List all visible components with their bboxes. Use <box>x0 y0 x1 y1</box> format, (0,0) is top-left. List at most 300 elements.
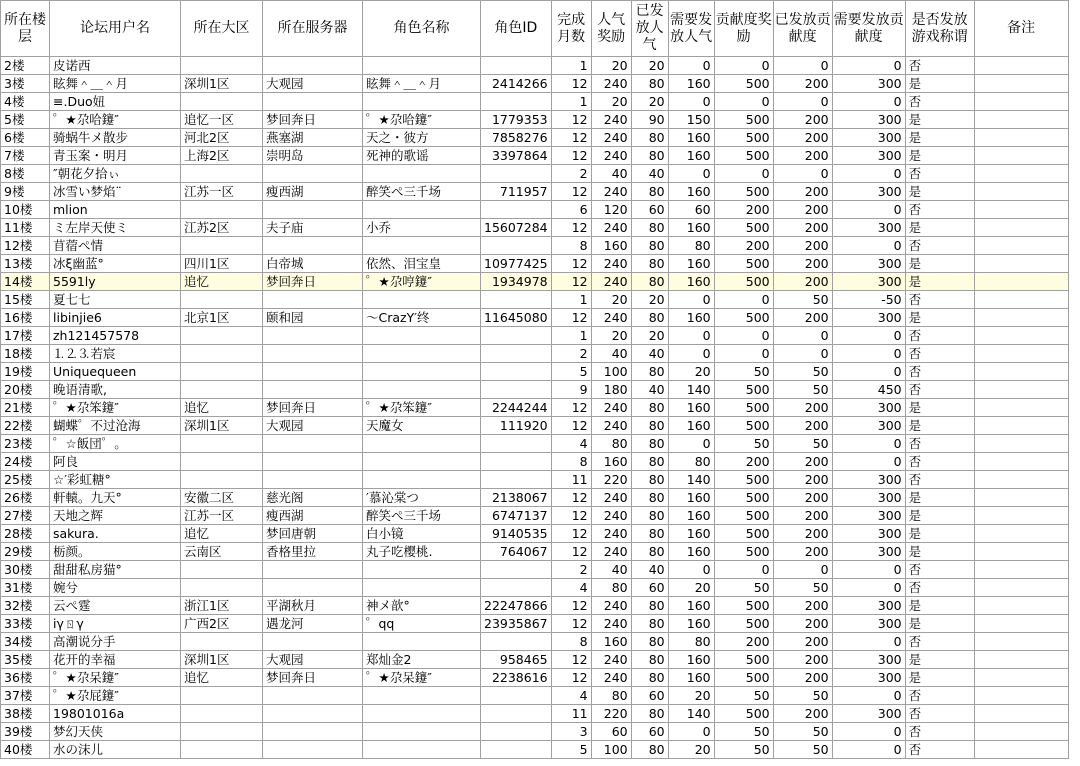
table-cell[interactable]: 39楼 <box>1 723 50 741</box>
table-cell[interactable] <box>974 741 1068 759</box>
table-cell[interactable]: 300 <box>832 651 905 669</box>
table-cell[interactable]: 苜蓿ぺ情 <box>50 237 181 255</box>
table-cell[interactable]: 婉兮 <box>50 579 181 597</box>
table-cell[interactable]: 80 <box>668 237 714 255</box>
table-cell[interactable]: 0 <box>668 723 714 741</box>
table-cell[interactable]: 眩舞＾＿＾月 <box>363 75 481 93</box>
table-cell[interactable]: 200 <box>773 597 832 615</box>
table-cell[interactable]: 240 <box>591 669 631 687</box>
table-cell[interactable]: 11楼 <box>1 219 50 237</box>
table-cell[interactable]: 37楼 <box>1 687 50 705</box>
table-cell[interactable]: 50 <box>773 687 832 705</box>
table-cell[interactable]: 22247866 <box>481 597 552 615</box>
table-cell[interactable]: 追忆 <box>181 669 263 687</box>
table-cell[interactable]: 天之・彼方 <box>363 129 481 147</box>
table-cell[interactable]: 50 <box>773 381 832 399</box>
table-cell[interactable] <box>263 93 363 111</box>
table-cell[interactable]: 12 <box>551 597 591 615</box>
table-cell[interactable]: 颐和园 <box>263 309 363 327</box>
table-cell[interactable]: 40 <box>631 345 668 363</box>
table-cell[interactable]: 200 <box>773 543 832 561</box>
table-cell[interactable]: 1 <box>551 327 591 345</box>
table-cell[interactable] <box>974 705 1068 723</box>
table-cell[interactable]: 1 <box>551 93 591 111</box>
table-cell[interactable]: 3楼 <box>1 75 50 93</box>
table-cell[interactable]: 5591ly <box>50 273 181 291</box>
table-cell[interactable]: 2414266 <box>481 75 552 93</box>
table-cell[interactable]: 40 <box>591 165 631 183</box>
table-cell[interactable]: 否 <box>905 687 974 705</box>
table-cell[interactable]: 12楼 <box>1 237 50 255</box>
table-cell[interactable]: 200 <box>773 417 832 435</box>
table-cell[interactable]: 20 <box>668 741 714 759</box>
table-cell[interactable]: 300 <box>832 543 905 561</box>
table-cell[interactable]: 80 <box>631 471 668 489</box>
table-cell[interactable]: 240 <box>591 417 631 435</box>
table-cell[interactable]: 神メ歆° <box>363 597 481 615</box>
table-cell[interactable] <box>481 435 552 453</box>
table-cell[interactable]: 300 <box>832 471 905 489</box>
table-cell[interactable] <box>974 183 1068 201</box>
table-cell[interactable]: 冰雪い梦焰¨ <box>50 183 181 201</box>
table-cell[interactable]: ゜★尕哈鑳″ <box>363 111 481 129</box>
table-cell[interactable]: 死神的歌谣 <box>363 147 481 165</box>
table-cell[interactable]: 0 <box>714 93 773 111</box>
table-cell[interactable]: 香格里拉 <box>263 543 363 561</box>
table-cell[interactable]: 50 <box>714 435 773 453</box>
table-cell[interactable] <box>363 93 481 111</box>
table-cell[interactable]: 眩舞＾＿＾月 <box>50 75 181 93</box>
column-header[interactable]: 需要发放人气 <box>668 1 714 57</box>
table-cell[interactable]: 1934978 <box>481 273 552 291</box>
table-cell[interactable]: 2138067 <box>481 489 552 507</box>
table-cell[interactable]: 梦回唐朝 <box>263 525 363 543</box>
table-cell[interactable]: 是 <box>905 489 974 507</box>
table-cell[interactable]: 80 <box>631 453 668 471</box>
table-cell[interactable]: 12 <box>551 255 591 273</box>
table-cell[interactable]: 北京1区 <box>181 309 263 327</box>
table-cell[interactable]: 450 <box>832 381 905 399</box>
table-cell[interactable]: 4 <box>551 435 591 453</box>
table-cell[interactable]: 160 <box>668 147 714 165</box>
table-cell[interactable]: 4 <box>551 579 591 597</box>
table-cell[interactable]: 300 <box>832 615 905 633</box>
table-cell[interactable]: 5楼 <box>1 111 50 129</box>
table-cell[interactable]: ミ左岸天使ミ <box>50 219 181 237</box>
table-cell[interactable]: 梦回奔日 <box>263 399 363 417</box>
table-cell[interactable]: 29楼 <box>1 543 50 561</box>
table-cell[interactable]: 平湖秋月 <box>263 597 363 615</box>
table-cell[interactable]: 遇龙河 <box>263 615 363 633</box>
table-cell[interactable] <box>481 237 552 255</box>
table-cell[interactable]: 500 <box>714 489 773 507</box>
table-cell[interactable] <box>481 327 552 345</box>
table-cell[interactable]: 500 <box>714 615 773 633</box>
table-cell[interactable]: 160 <box>668 669 714 687</box>
table-cell[interactable] <box>181 723 263 741</box>
table-cell[interactable]: 33楼 <box>1 615 50 633</box>
table-cell[interactable]: 追忆一区 <box>181 111 263 129</box>
table-cell[interactable]: 12 <box>551 111 591 129</box>
table-cell[interactable]: 12 <box>551 399 591 417</box>
column-header[interactable]: 论坛用户名 <box>50 1 181 57</box>
table-cell[interactable]: 8 <box>551 453 591 471</box>
table-cell[interactable]: 11645080 <box>481 309 552 327</box>
table-cell[interactable]: 160 <box>668 651 714 669</box>
table-cell[interactable]: 0 <box>832 723 905 741</box>
table-cell[interactable] <box>974 201 1068 219</box>
table-cell[interactable]: 0 <box>714 561 773 579</box>
table-cell[interactable] <box>363 363 481 381</box>
table-cell[interactable]: 200 <box>773 75 832 93</box>
table-cell[interactable]: 20 <box>668 687 714 705</box>
table-cell[interactable]: 瘦西湖 <box>263 183 363 201</box>
table-cell[interactable]: 27楼 <box>1 507 50 525</box>
table-cell[interactable]: 12 <box>551 129 591 147</box>
table-cell[interactable]: 80 <box>591 435 631 453</box>
table-cell[interactable]: 80 <box>631 525 668 543</box>
table-cell[interactable] <box>181 435 263 453</box>
table-cell[interactable]: 500 <box>714 129 773 147</box>
table-cell[interactable] <box>974 651 1068 669</box>
table-cell[interactable]: 12 <box>551 525 591 543</box>
table-cell[interactable]: 34楼 <box>1 633 50 651</box>
table-cell[interactable]: 40楼 <box>1 741 50 759</box>
table-cell[interactable]: 2 <box>551 345 591 363</box>
table-cell[interactable]: 是 <box>905 183 974 201</box>
column-header[interactable]: 所在大区 <box>181 1 263 57</box>
table-cell[interactable]: 0 <box>773 327 832 345</box>
table-cell[interactable]: 200 <box>773 273 832 291</box>
table-cell[interactable]: 否 <box>905 741 974 759</box>
table-cell[interactable]: 20 <box>631 291 668 309</box>
table-cell[interactable]: 240 <box>591 615 631 633</box>
table-cell[interactable]: ゜★尕呆鑳″ <box>363 669 481 687</box>
table-cell[interactable]: 否 <box>905 57 974 75</box>
column-header[interactable]: 已发放贡献度 <box>773 1 832 57</box>
table-cell[interactable]: ′慕沁棠つ <box>363 489 481 507</box>
table-cell[interactable]: 240 <box>591 525 631 543</box>
table-cell[interactable]: 300 <box>832 219 905 237</box>
table-cell[interactable] <box>181 327 263 345</box>
table-cell[interactable]: 200 <box>773 525 832 543</box>
table-cell[interactable]: 160 <box>591 633 631 651</box>
table-cell[interactable] <box>363 705 481 723</box>
table-cell[interactable] <box>363 579 481 597</box>
table-cell[interactable] <box>481 345 552 363</box>
table-cell[interactable]: 80 <box>591 687 631 705</box>
table-cell[interactable]: 200 <box>773 309 832 327</box>
table-cell[interactable] <box>263 471 363 489</box>
table-cell[interactable]: ゜qq <box>363 615 481 633</box>
table-cell[interactable]: 2244244 <box>481 399 552 417</box>
table-cell[interactable]: 240 <box>591 147 631 165</box>
table-cell[interactable]: 80 <box>631 705 668 723</box>
table-cell[interactable]: 深圳1区 <box>181 417 263 435</box>
table-cell[interactable] <box>181 561 263 579</box>
table-cell[interactable] <box>974 129 1068 147</box>
table-cell[interactable]: 80 <box>631 741 668 759</box>
table-cell[interactable]: 300 <box>832 273 905 291</box>
table-cell[interactable]: 11 <box>551 471 591 489</box>
table-cell[interactable]: 否 <box>905 579 974 597</box>
table-cell[interactable]: 50 <box>773 579 832 597</box>
table-cell[interactable]: 0 <box>832 435 905 453</box>
table-cell[interactable] <box>181 363 263 381</box>
table-cell[interactable]: 12 <box>551 669 591 687</box>
table-cell[interactable] <box>181 381 263 399</box>
table-cell[interactable]: 燕塞湖 <box>263 129 363 147</box>
table-cell[interactable]: 20 <box>591 327 631 345</box>
table-cell[interactable]: 追忆 <box>181 273 263 291</box>
table-cell[interactable]: 500 <box>714 309 773 327</box>
table-cell[interactable] <box>263 453 363 471</box>
table-cell[interactable]: 500 <box>714 255 773 273</box>
table-cell[interactable]: 140 <box>668 381 714 399</box>
table-cell[interactable]: 25楼 <box>1 471 50 489</box>
table-cell[interactable]: 水の沫儿 <box>50 741 181 759</box>
table-cell[interactable]: 200 <box>773 615 832 633</box>
table-cell[interactable]: 1779353 <box>481 111 552 129</box>
table-cell[interactable]: 50 <box>773 291 832 309</box>
table-cell[interactable]: 200 <box>773 705 832 723</box>
table-cell[interactable]: 240 <box>591 597 631 615</box>
table-cell[interactable]: 80 <box>631 273 668 291</box>
table-cell[interactable] <box>363 291 481 309</box>
table-cell[interactable] <box>263 57 363 75</box>
table-cell[interactable]: 160 <box>668 183 714 201</box>
table-cell[interactable]: 111920 <box>481 417 552 435</box>
table-cell[interactable]: 160 <box>668 597 714 615</box>
table-cell[interactable]: 12 <box>551 273 591 291</box>
table-cell[interactable]: 160 <box>668 273 714 291</box>
table-cell[interactable]: 50 <box>773 435 832 453</box>
table-cell[interactable]: 20 <box>631 327 668 345</box>
table-cell[interactable]: 0 <box>832 237 905 255</box>
table-cell[interactable] <box>263 381 363 399</box>
table-cell[interactable]: 160 <box>668 309 714 327</box>
table-cell[interactable]: 140 <box>668 705 714 723</box>
table-cell[interactable]: 12 <box>551 543 591 561</box>
table-cell[interactable]: sakura. <box>50 525 181 543</box>
table-cell[interactable]: 2238616 <box>481 669 552 687</box>
table-cell[interactable] <box>481 381 552 399</box>
table-cell[interactable]: 10977425 <box>481 255 552 273</box>
table-cell[interactable]: 19801016a <box>50 705 181 723</box>
table-cell[interactable] <box>974 687 1068 705</box>
table-cell[interactable] <box>181 201 263 219</box>
table-cell[interactable]: 1 <box>551 57 591 75</box>
table-cell[interactable]: 300 <box>832 129 905 147</box>
table-cell[interactable]: 300 <box>832 399 905 417</box>
table-cell[interactable]: 300 <box>832 417 905 435</box>
table-cell[interactable]: 240 <box>591 507 631 525</box>
table-cell[interactable]: 50 <box>714 723 773 741</box>
table-cell[interactable]: 夫子庙 <box>263 219 363 237</box>
table-cell[interactable]: 0 <box>773 561 832 579</box>
table-cell[interactable]: 200 <box>714 237 773 255</box>
table-cell[interactable]: 0 <box>832 327 905 345</box>
table-cell[interactable] <box>974 147 1068 165</box>
table-cell[interactable]: ゜☆飯団゜。 <box>50 435 181 453</box>
table-cell[interactable] <box>481 453 552 471</box>
table-cell[interactable]: 60 <box>631 687 668 705</box>
table-cell[interactable] <box>363 57 481 75</box>
table-cell[interactable]: 20楼 <box>1 381 50 399</box>
table-cell[interactable]: 300 <box>832 525 905 543</box>
table-cell[interactable] <box>363 381 481 399</box>
table-cell[interactable]: 0 <box>714 327 773 345</box>
table-cell[interactable] <box>363 201 481 219</box>
table-cell[interactable] <box>263 291 363 309</box>
table-cell[interactable] <box>363 237 481 255</box>
table-cell[interactable]: 200 <box>773 201 832 219</box>
table-cell[interactable] <box>481 93 552 111</box>
table-cell[interactable]: 150 <box>668 111 714 129</box>
table-cell[interactable]: 50 <box>773 741 832 759</box>
table-cell[interactable]: 是 <box>905 615 974 633</box>
table-cell[interactable] <box>363 561 481 579</box>
table-cell[interactable]: 丸子吃樱桃. <box>363 543 481 561</box>
table-cell[interactable] <box>974 561 1068 579</box>
table-cell[interactable] <box>974 219 1068 237</box>
table-cell[interactable]: 0 <box>668 291 714 309</box>
table-cell[interactable]: 0 <box>832 561 905 579</box>
table-cell[interactable]: ゜★尕哈鑳″ <box>50 111 181 129</box>
table-cell[interactable] <box>974 273 1068 291</box>
table-cell[interactable]: 0 <box>714 345 773 363</box>
table-cell[interactable]: 梦回奔日 <box>263 111 363 129</box>
table-cell[interactable]: 0 <box>832 687 905 705</box>
table-cell[interactable]: 200 <box>714 453 773 471</box>
table-cell[interactable]: 300 <box>832 147 905 165</box>
table-cell[interactable]: 140 <box>668 471 714 489</box>
table-cell[interactable]: 200 <box>714 201 773 219</box>
table-cell[interactable]: 否 <box>905 237 974 255</box>
table-cell[interactable] <box>974 345 1068 363</box>
table-cell[interactable]: 240 <box>591 543 631 561</box>
table-cell[interactable]: 0 <box>714 57 773 75</box>
table-cell[interactable] <box>974 435 1068 453</box>
table-cell[interactable]: 0 <box>832 453 905 471</box>
table-cell[interactable]: 50 <box>714 741 773 759</box>
table-cell[interactable]: 80 <box>631 309 668 327</box>
table-cell[interactable]: 是 <box>905 255 974 273</box>
table-cell[interactable]: 220 <box>591 705 631 723</box>
table-cell[interactable] <box>481 201 552 219</box>
table-cell[interactable] <box>263 237 363 255</box>
table-cell[interactable]: 0 <box>668 435 714 453</box>
table-cell[interactable]: 是 <box>905 525 974 543</box>
table-cell[interactable]: 0 <box>714 291 773 309</box>
table-cell[interactable]: 240 <box>591 399 631 417</box>
table-cell[interactable]: 9 <box>551 381 591 399</box>
column-header[interactable]: 人气奖励 <box>591 1 631 57</box>
table-cell[interactable]: 河北2区 <box>181 129 263 147</box>
table-cell[interactable]: 23楼 <box>1 435 50 453</box>
table-cell[interactable]: ″朝花夕拾ぃ <box>50 165 181 183</box>
table-cell[interactable]: 20 <box>631 93 668 111</box>
table-cell[interactable]: 40 <box>591 561 631 579</box>
table-cell[interactable]: 12 <box>551 219 591 237</box>
table-cell[interactable]: libinjie6 <box>50 309 181 327</box>
table-cell[interactable]: 广西2区 <box>181 615 263 633</box>
table-cell[interactable]: 500 <box>714 273 773 291</box>
table-cell[interactable]: 0 <box>773 93 832 111</box>
table-cell[interactable]: 160 <box>591 237 631 255</box>
table-cell[interactable]: 6 <box>551 201 591 219</box>
table-cell[interactable] <box>481 561 552 579</box>
table-cell[interactable]: 32楼 <box>1 597 50 615</box>
table-cell[interactable]: 60 <box>631 201 668 219</box>
table-cell[interactable]: 160 <box>668 543 714 561</box>
table-cell[interactable] <box>974 363 1068 381</box>
table-cell[interactable] <box>263 723 363 741</box>
table-cell[interactable] <box>974 291 1068 309</box>
table-cell[interactable]: 云南区 <box>181 543 263 561</box>
table-cell[interactable] <box>263 165 363 183</box>
table-cell[interactable]: ～CrazY′终 <box>363 309 481 327</box>
table-cell[interactable] <box>181 579 263 597</box>
table-cell[interactable]: 12 <box>551 183 591 201</box>
table-cell[interactable] <box>974 417 1068 435</box>
table-cell[interactable]: 200 <box>773 633 832 651</box>
table-cell[interactable]: 240 <box>591 309 631 327</box>
table-cell[interactable]: 否 <box>905 723 974 741</box>
table-cell[interactable]: 0 <box>773 57 832 75</box>
table-cell[interactable]: 36楼 <box>1 669 50 687</box>
table-cell[interactable]: 50 <box>714 363 773 381</box>
table-cell[interactable]: 0 <box>714 165 773 183</box>
table-cell[interactable]: 是 <box>905 651 974 669</box>
table-cell[interactable]: 500 <box>714 111 773 129</box>
table-cell[interactable] <box>974 237 1068 255</box>
table-cell[interactable] <box>263 741 363 759</box>
table-cell[interactable] <box>481 633 552 651</box>
table-cell[interactable] <box>481 723 552 741</box>
table-cell[interactable] <box>263 435 363 453</box>
table-cell[interactable] <box>974 327 1068 345</box>
table-cell[interactable]: 17楼 <box>1 327 50 345</box>
table-cell[interactable]: 500 <box>714 471 773 489</box>
table-cell[interactable]: 是 <box>905 669 974 687</box>
table-cell[interactable]: 否 <box>905 165 974 183</box>
table-cell[interactable]: 7楼 <box>1 147 50 165</box>
table-cell[interactable] <box>263 363 363 381</box>
table-cell[interactable] <box>974 165 1068 183</box>
table-cell[interactable]: 80 <box>631 669 668 687</box>
table-cell[interactable]: 否 <box>905 93 974 111</box>
table-cell[interactable]: 12 <box>551 417 591 435</box>
table-cell[interactable] <box>974 309 1068 327</box>
table-cell[interactable]: 高潮说分手 <box>50 633 181 651</box>
table-cell[interactable] <box>181 165 263 183</box>
table-cell[interactable]: 大观园 <box>263 651 363 669</box>
table-cell[interactable]: 上海2区 <box>181 147 263 165</box>
table-cell[interactable]: 3397864 <box>481 147 552 165</box>
table-cell[interactable]: 8楼 <box>1 165 50 183</box>
table-cell[interactable]: 0 <box>832 201 905 219</box>
table-cell[interactable]: 50 <box>714 579 773 597</box>
table-cell[interactable]: 31楼 <box>1 579 50 597</box>
table-cell[interactable] <box>974 471 1068 489</box>
table-cell[interactable]: 小乔 <box>363 219 481 237</box>
table-cell[interactable]: 80 <box>631 255 668 273</box>
table-cell[interactable]: 深圳1区 <box>181 75 263 93</box>
table-cell[interactable] <box>974 525 1068 543</box>
table-cell[interactable] <box>481 57 552 75</box>
table-cell[interactable]: 240 <box>591 651 631 669</box>
